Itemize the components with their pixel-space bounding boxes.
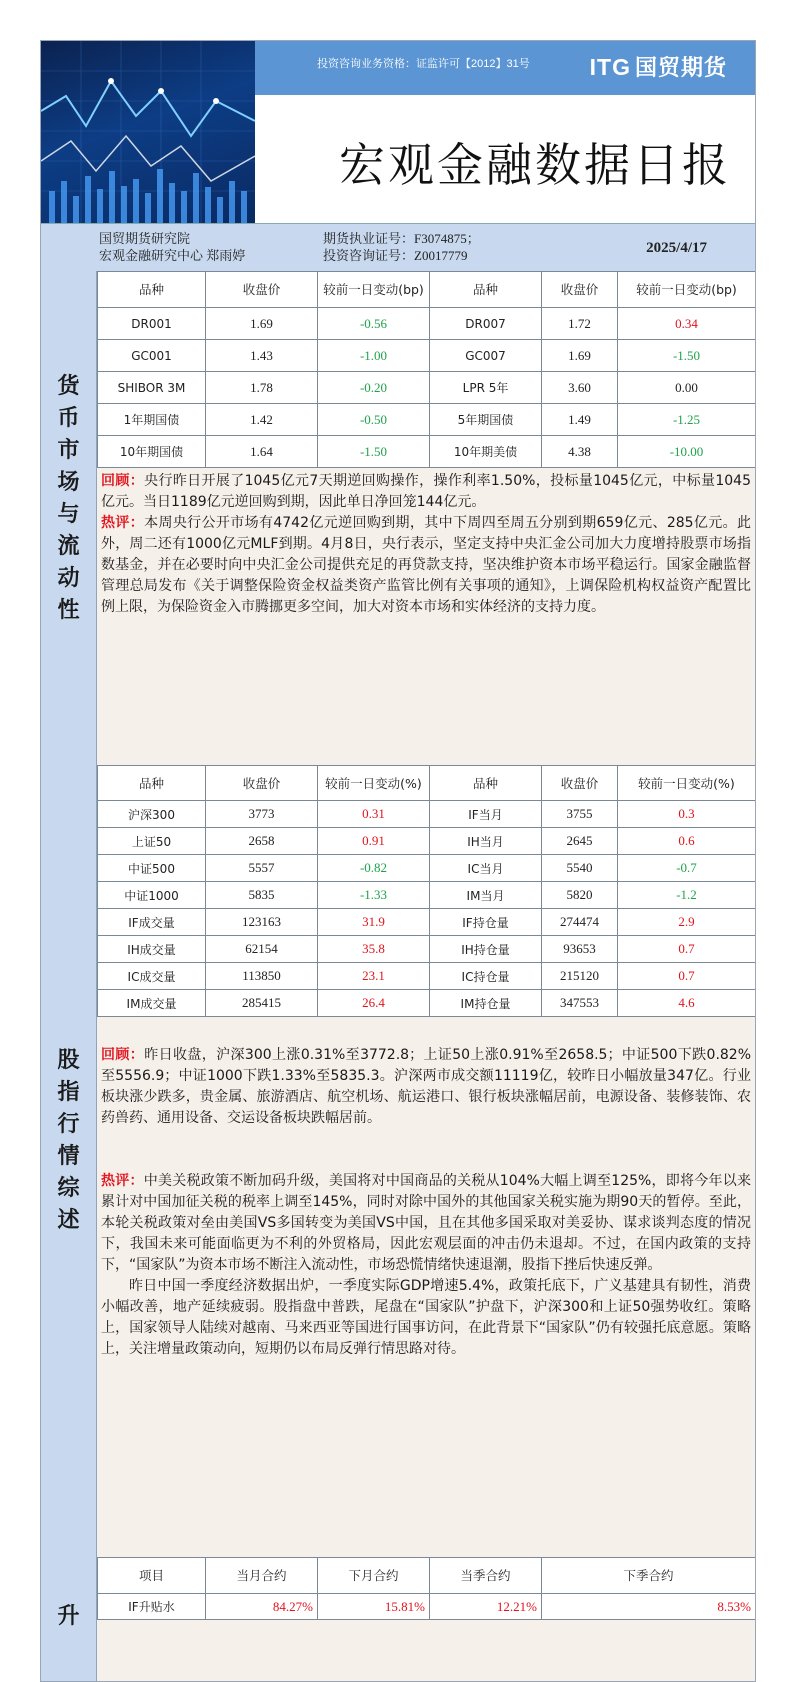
close-price-cell: 1.69	[206, 308, 318, 340]
section-label-char: 综	[57, 1176, 80, 1201]
change-cell: -1.00	[318, 340, 430, 372]
close-price-cell: 93653	[542, 936, 618, 963]
table-row	[98, 828, 756, 855]
item-name-cell: IH成交量	[98, 936, 206, 963]
financial-chart-graphic	[41, 41, 255, 223]
section-label-char: 货	[57, 374, 80, 399]
item-name-cell: IM成交量	[98, 990, 206, 1017]
company-logo	[590, 51, 727, 82]
change-cell: -0.82	[318, 855, 430, 882]
item-name-cell: IH持仓量	[430, 936, 542, 963]
table-row	[98, 936, 756, 963]
change-cell: -1.50	[318, 436, 430, 468]
logo-cn: 国贸期货	[634, 55, 727, 80]
section-label	[41, 1543, 97, 1682]
table-header-row	[98, 272, 756, 308]
table-header-cell: 当季合约	[430, 1558, 542, 1594]
close-price-cell: 5557	[206, 855, 318, 882]
close-price-cell: 5835	[206, 882, 318, 909]
item-name-cell: 沪深300	[98, 801, 206, 828]
change-cell: 0.34	[618, 308, 756, 340]
change-cell: -1.50	[618, 340, 756, 372]
close-price-cell: 1.64	[206, 436, 318, 468]
table-header-cell: 较前一日变动(bp)	[318, 272, 430, 308]
close-price-cell: 5820	[542, 882, 618, 909]
close-price-cell: 2658	[206, 828, 318, 855]
change-cell: 0.7	[618, 963, 756, 990]
item-name-cell: 10年期美债	[430, 436, 542, 468]
review-keyword: 回顾：	[101, 1047, 145, 1063]
header-title-area	[255, 95, 755, 223]
cert-advisory: 投资咨询证号：Z0017779	[323, 248, 468, 263]
item-name-cell: IM当月	[430, 882, 542, 909]
item-name-cell: IC当月	[430, 855, 542, 882]
table-row	[98, 308, 756, 340]
section-label-char: 指	[57, 1080, 80, 1105]
close-price-cell: 113850	[206, 963, 318, 990]
table-header-row	[98, 766, 756, 801]
table-row	[98, 855, 756, 882]
comment-keyword: 热评：	[101, 1173, 144, 1189]
table-header-cell: 当月合约	[206, 1558, 318, 1594]
change-cell: 31.9	[318, 909, 430, 936]
close-price-cell: 1.69	[542, 340, 618, 372]
section-label-char: 动	[57, 566, 80, 591]
author-name: 宏观金融研究中心 郑雨婷	[99, 248, 246, 263]
change-cell: 0.00	[618, 372, 756, 404]
table-header-cell: 项目	[98, 1558, 206, 1594]
basis-value-cell: 15.81%	[318, 1594, 430, 1620]
table-row	[98, 909, 756, 936]
section-label-char: 行	[57, 1112, 80, 1137]
table-header-cell: 收盘价	[542, 766, 618, 801]
comment-paragraph-2: 昨日中国一季度经济数据出炉，一季度实际GDP增速5.4%，政策托底下，广义基建具有韧性，消费小幅改善，地产延续疲弱。股指盘中普跌，尾盘在“国家队”护盘下，沪深300和上证50强势收红。策略上，国家领导人陆续对越南、马来西亚等国进行国事访问，在此背景下“国家队”仍有较强托底意愿。策略上，关注增量政策动向，短期仍以布局反弹行情思路对待。	[101, 1278, 751, 1357]
org-block	[99, 230, 245, 264]
close-price-cell: 347553	[542, 990, 618, 1017]
section-basis	[41, 1543, 755, 1682]
logo-itg: ITG	[589, 54, 631, 80]
close-price-cell: 4.38	[542, 436, 618, 468]
section-label-char: 与	[57, 502, 80, 527]
table-row	[98, 404, 756, 436]
item-name-cell: IF持仓量	[430, 909, 542, 936]
item-name-cell: IM持仓量	[430, 990, 542, 1017]
stock-index-table	[97, 765, 756, 1017]
close-price-cell: 62154	[206, 936, 318, 963]
close-price-cell: 3773	[206, 801, 318, 828]
section-label-char: 币	[57, 406, 80, 431]
section-commentary	[101, 471, 751, 618]
item-name-cell: 中证1000	[98, 882, 206, 909]
change-cell: -0.50	[318, 404, 430, 436]
review-paragraph	[101, 471, 751, 513]
review-paragraph	[101, 1045, 751, 1129]
table-header-cell: 收盘价	[206, 766, 318, 801]
close-price-cell: 1.42	[206, 404, 318, 436]
section-label-char: 场	[57, 470, 80, 495]
section-label	[41, 271, 97, 765]
close-price-cell: 123163	[206, 909, 318, 936]
item-name-cell: 10年期国债	[98, 436, 206, 468]
basis-value-cell: 8.53%	[542, 1594, 756, 1620]
close-price-cell: 3755	[542, 801, 618, 828]
basis-value-cell: 84.27%	[206, 1594, 318, 1620]
close-price-cell: 274474	[542, 909, 618, 936]
section-label-char: 情	[57, 1144, 80, 1169]
change-cell: 2.9	[618, 909, 756, 936]
section-label-char: 述	[57, 1208, 80, 1233]
header-chart-image	[41, 41, 255, 223]
money-market-table	[97, 271, 756, 468]
section-label-text	[41, 1045, 96, 1237]
table-row	[98, 372, 756, 404]
item-name-cell: GC007	[430, 340, 542, 372]
item-name-cell: DR001	[98, 308, 206, 340]
license-text: 投资咨询业务资格：证监许可【2012】31号	[317, 58, 530, 70]
section-label-text	[41, 371, 96, 627]
table-row	[98, 436, 756, 468]
report-title: 宏观金融数据日报	[339, 140, 731, 191]
item-name-cell: DR007	[430, 308, 542, 340]
change-cell: -1.33	[318, 882, 430, 909]
table-header-cell: 较前一日变动(bp)	[618, 272, 756, 308]
author-info-bar	[41, 223, 755, 273]
section-stock-index	[41, 765, 755, 1544]
section-label-char: 流	[57, 534, 80, 559]
item-name-cell: 上证50	[98, 828, 206, 855]
header-band	[255, 41, 755, 95]
item-name-cell: IF升贴水	[98, 1594, 206, 1620]
close-price-cell: 215120	[542, 963, 618, 990]
section-body	[97, 271, 755, 765]
review-text: 央行昨日开展了1045亿元7天期逆回购操作，操作利率1.50%，投标量1045亿元，中标量1045亿元。当日1189亿元逆回购到期，因此单日净回笼144亿元。	[101, 473, 751, 510]
item-name-cell: IH当月	[430, 828, 542, 855]
item-name-cell: IF当月	[430, 801, 542, 828]
close-price-cell: 1.49	[542, 404, 618, 436]
cert-futures: 期货执业证号：F3074875；	[323, 231, 480, 246]
cert-block	[323, 230, 480, 264]
item-name-cell: IC持仓量	[430, 963, 542, 990]
org-name: 国贸期货研究院	[99, 231, 191, 246]
change-cell: 0.3	[618, 801, 756, 828]
comment-text: 中美关税政策不断加码升级，美国将对中国商品的关税从104%大幅上调至125%，即将今年以来累计对中国加征关税的税率上调至145%，同时对除中国外的其他国家关税实施为期90天的暂停。至此，本轮关税政策对垒由美国VS多国转变为美国VS中国，且在其他多国采取对美妥协、谋求谈判态度的情况下，我国未来可能面临更为不利的外贸格局，因此宏观层面的冲击仍未退却。不过，在国内政策的支持下，“国家队”为资本市场不断注入流动性，市场恐慌情绪快速退潮，股指下挫后快速反弹。	[101, 1173, 752, 1273]
report-date: 2025/4/17	[646, 240, 707, 256]
change-cell: -10.00	[618, 436, 756, 468]
change-cell: 0.31	[318, 801, 430, 828]
section-body	[97, 1543, 755, 1682]
item-name-cell: IC成交量	[98, 963, 206, 990]
table-header-cell: 下季合约	[542, 1558, 756, 1594]
table-row	[98, 1594, 756, 1620]
section-label-char: 股	[57, 1048, 80, 1073]
change-cell: -0.56	[318, 308, 430, 340]
table-header-cell: 收盘价	[206, 272, 318, 308]
table-header-row	[98, 1558, 756, 1594]
comment-paragraph	[101, 513, 751, 618]
close-price-cell: 5540	[542, 855, 618, 882]
item-name-cell: IF成交量	[98, 909, 206, 936]
item-name-cell: GC001	[98, 340, 206, 372]
review-text: 昨日收盘，沪深300上涨0.31%至3772.8；上证50上涨0.91%至2658.5；中证500下跌0.82%至5556.9；中证1000下跌1.33%至5835.3。沪深两市成交额11119亿，较昨日小幅放量347亿。行业板块涨少跌多，贵金属、旅游酒店、航空机场、航运港口、银行板块涨幅居前，电源设备、装修装饰、农药兽药、通用设备、交运设备板块跌幅居前。	[101, 1047, 752, 1126]
table-header-cell: 较前一日变动(%)	[618, 766, 756, 801]
close-price-cell: 3.60	[542, 372, 618, 404]
report-page	[40, 40, 756, 1682]
review-keyword: 回顾：	[101, 473, 145, 489]
item-name-cell: 中证500	[98, 855, 206, 882]
change-cell: 35.8	[318, 936, 430, 963]
table-header-cell: 收盘价	[542, 272, 618, 308]
table-row	[98, 990, 756, 1017]
change-cell: 23.1	[318, 963, 430, 990]
section-money-market	[41, 271, 755, 766]
change-cell: 0.6	[618, 828, 756, 855]
table-row	[98, 801, 756, 828]
change-cell: -0.7	[618, 855, 756, 882]
change-cell: -0.20	[318, 372, 430, 404]
change-cell: 0.91	[318, 828, 430, 855]
table-row	[98, 340, 756, 372]
comment-keyword: 热评：	[101, 515, 145, 531]
basis-value-cell: 12.21%	[430, 1594, 542, 1620]
section-label-char: 升	[57, 1604, 80, 1629]
section-label	[41, 765, 97, 1543]
item-name-cell: LPR 5年	[430, 372, 542, 404]
change-cell: 0.7	[618, 936, 756, 963]
table-header-cell: 品种	[430, 272, 542, 308]
table-row	[98, 882, 756, 909]
table-row	[98, 963, 756, 990]
table-header-cell: 品种	[430, 766, 542, 801]
change-cell: -1.2	[618, 882, 756, 909]
item-name-cell: SHIBOR 3M	[98, 372, 206, 404]
change-cell: 4.6	[618, 990, 756, 1017]
table-header-cell: 品种	[98, 766, 206, 801]
basis-table	[97, 1557, 756, 1620]
change-cell: -1.25	[618, 404, 756, 436]
change-cell: 26.4	[318, 990, 430, 1017]
comment-text: 本周央行公开市场有4742亿元逆回购到期，其中下周四至周五分别到期659亿元、285亿元。此外，周二还有1000亿元MLF到期。4月8日，央行表示，坚定支持中央汇金公司加大力度增持股票市场指数基金，并在必要时向中央汇金公司提供充足的再贷款支持，坚决维护资本市场平稳运行。国家金融监督管理总局发布《关于调整保险资金权益类资产监管比例有关事项的通知》，上调保险机构权益资产配置比例上限，为保险资金入市腾挪更多空间，加大对资本市场和实体经济的支持力度。	[101, 515, 751, 615]
section-label-char: 性	[57, 598, 80, 623]
table-header-cell: 较前一日变动(%)	[318, 766, 430, 801]
close-price-cell: 1.72	[542, 308, 618, 340]
close-price-cell: 1.78	[206, 372, 318, 404]
section-label-char: 市	[57, 438, 80, 463]
close-price-cell: 2645	[542, 828, 618, 855]
close-price-cell: 1.43	[206, 340, 318, 372]
section-commentary	[101, 1045, 751, 1360]
item-name-cell: 1年期国债	[98, 404, 206, 436]
section-body	[97, 765, 755, 1543]
item-name-cell: 5年期国债	[430, 404, 542, 436]
close-price-cell: 285415	[206, 990, 318, 1017]
table-header-cell: 下月合约	[318, 1558, 430, 1594]
comment-paragraph	[101, 1171, 751, 1276]
table-header-cell: 品种	[98, 272, 206, 308]
section-label-text	[41, 1601, 96, 1633]
